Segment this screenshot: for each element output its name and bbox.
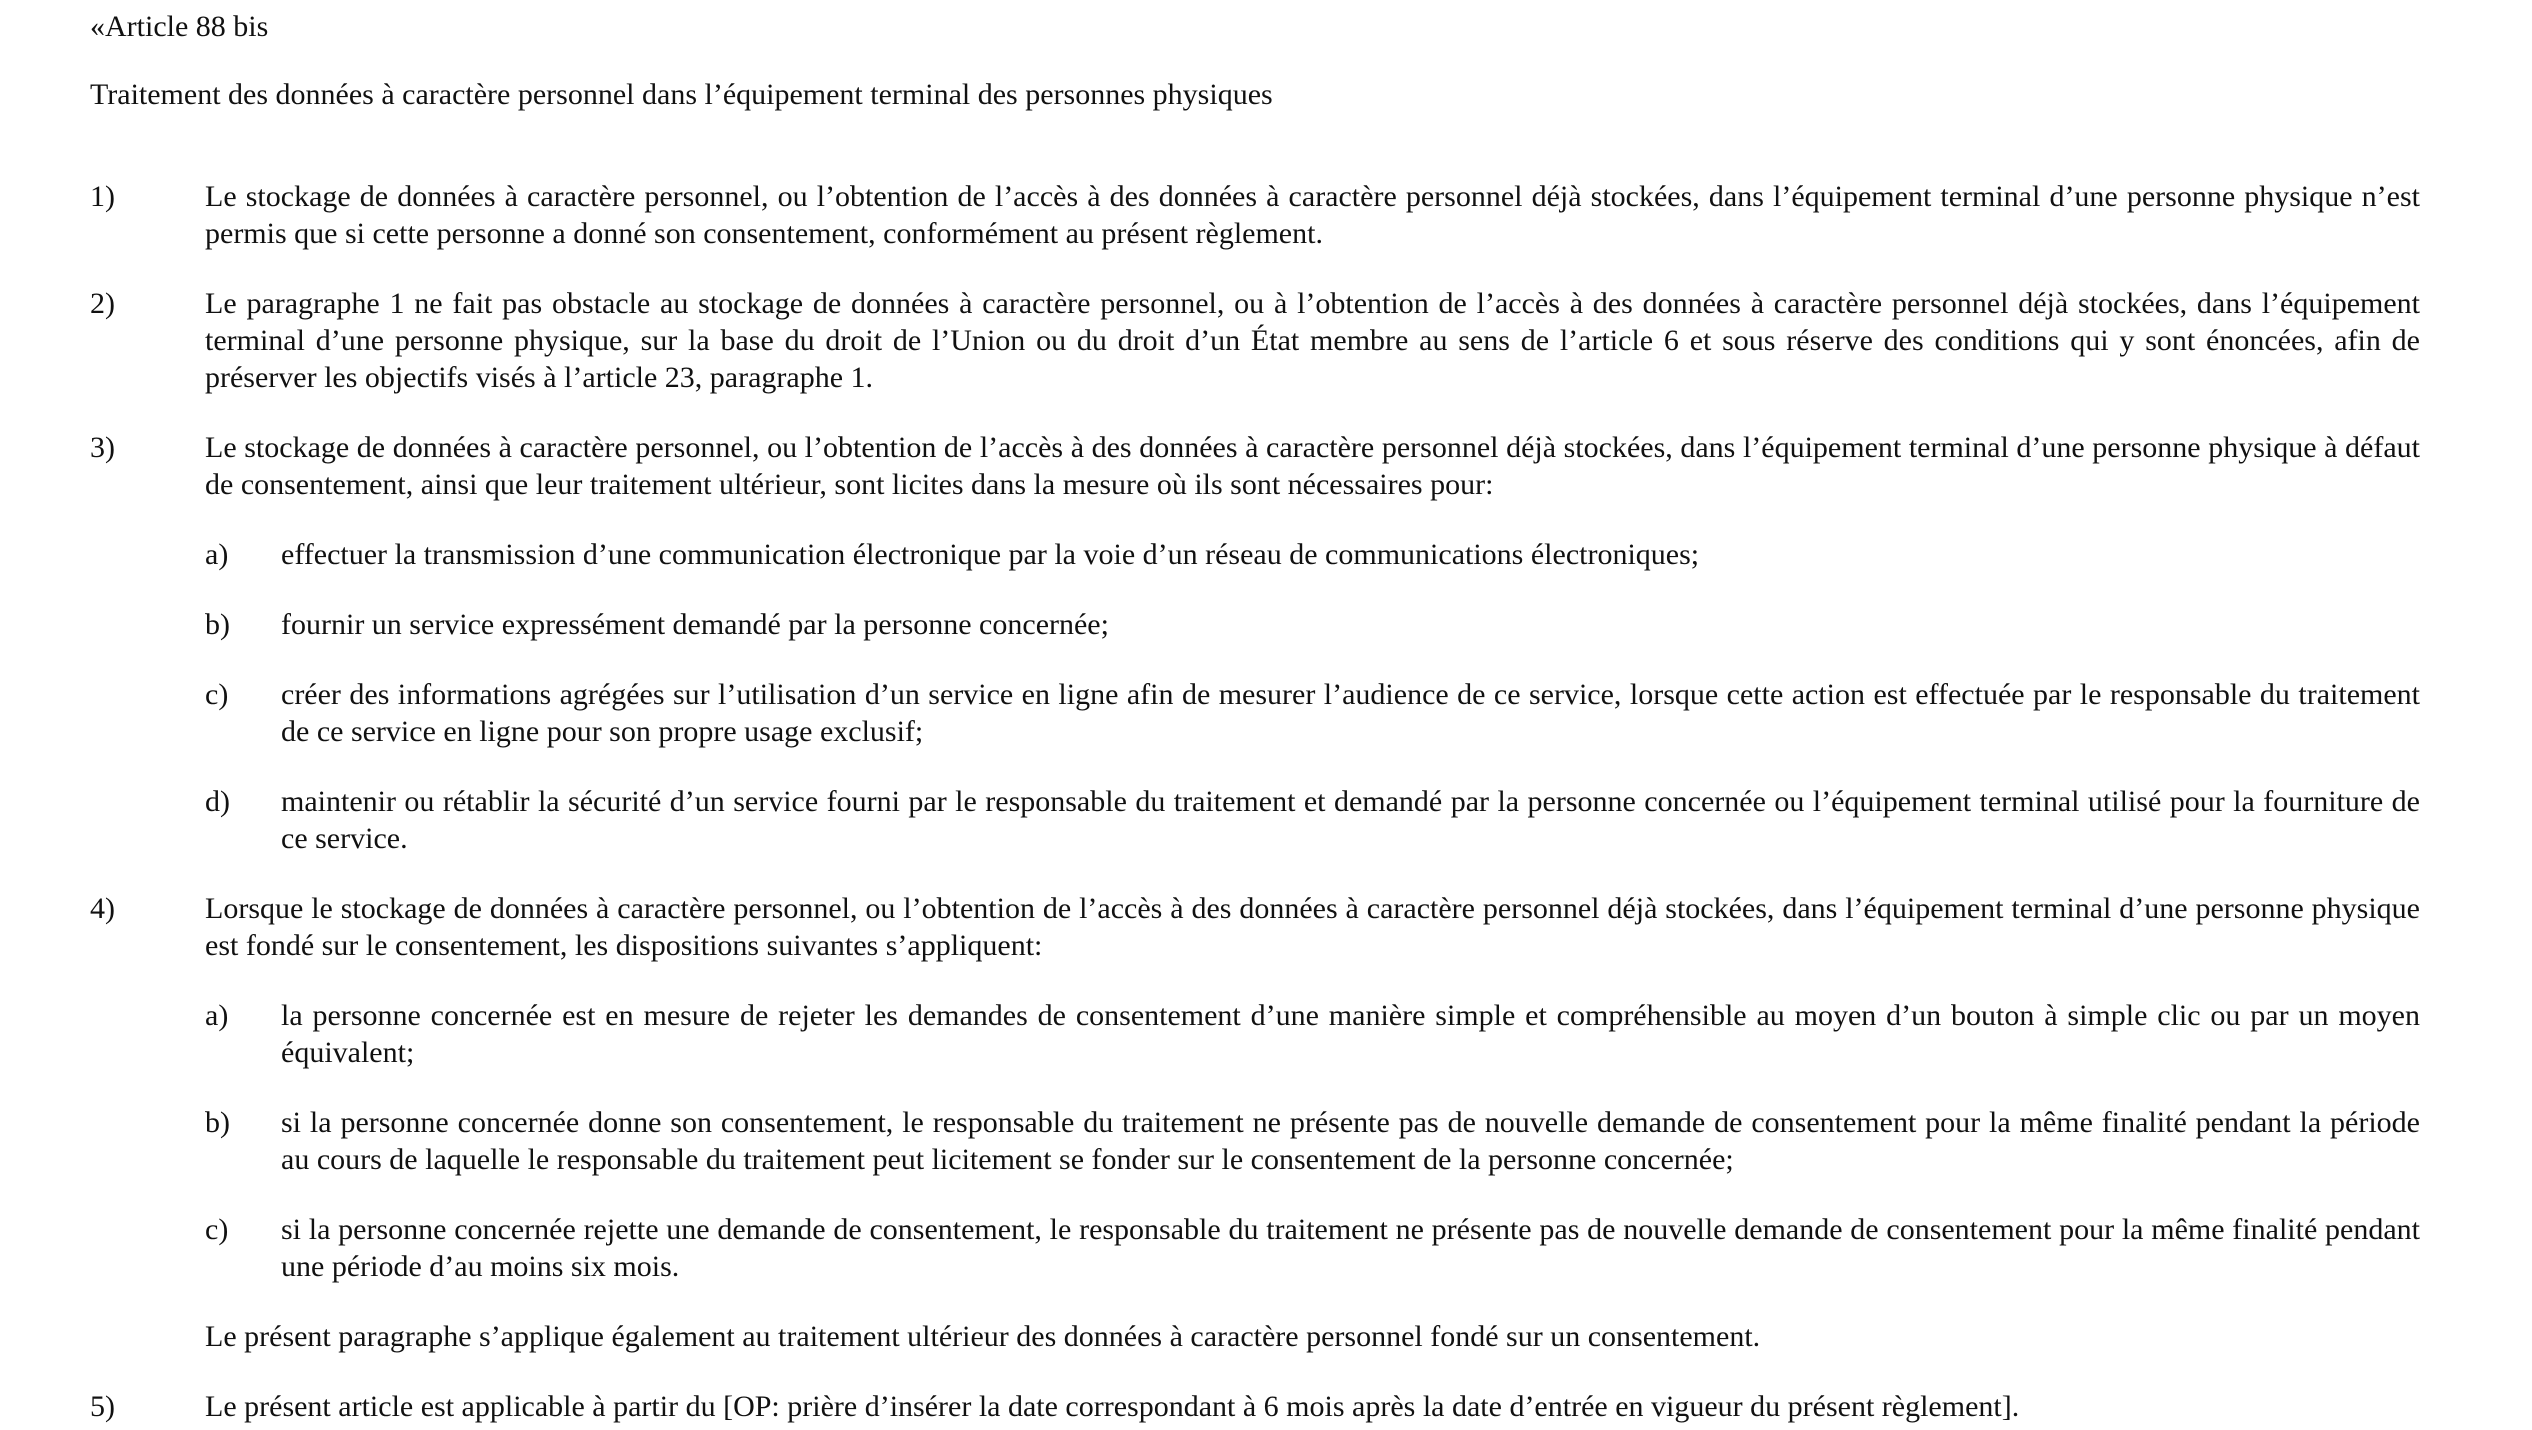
subparagraph-3d (205, 783, 2420, 857)
subparagraph-letter: a) (205, 538, 229, 571)
article-subtitle: Traitement des données à caractère personnel dans l’équipement terminal des personnes physiques (90, 78, 1273, 111)
article-title: «Article 88 bis (90, 10, 269, 43)
document-page (90, 8, 2420, 1425)
paragraph-1 (90, 178, 2420, 252)
subparagraph-text: effectuer la transmission d’une communication électronique par la voie d’un réseau de communications électroniques; (281, 538, 1700, 571)
subparagraph-4b (205, 1104, 2420, 1178)
paragraph-text: Le présent article est applicable à partir du [OP: prière d’insérer la date correspondant à 6 mois après la date d’entrée en vigueur du présent règlement]. (205, 1390, 2020, 1423)
paragraph-closing-text: Le présent paragraphe s’applique également au traitement ultérieur des données à caractère personnel fondé sur un consentement. (205, 1320, 1761, 1353)
subparagraph-letter: b) (205, 608, 230, 641)
paragraph-2 (90, 285, 2420, 396)
paragraph-list (90, 178, 2420, 1425)
subparagraph-list (205, 536, 2420, 857)
subparagraph-letter: b) (205, 1106, 230, 1139)
paragraph-text: Le stockage de données à caractère personnel, ou l’obtention de l’accès à des données à caractère personnel déjà stockées, dans l’équipement terminal d’une personne physique à défaut de consentement, ainsi que leur traitement ultérieur, sont licites dans la mesure où ils sont nécessaires pour: (205, 431, 2420, 501)
subparagraph-list (205, 997, 2420, 1285)
paragraph-number: 5) (90, 1390, 115, 1423)
subparagraph-text: fournir un service expressément demandé par la personne concernée; (281, 608, 1109, 641)
paragraph-3 (90, 429, 2420, 857)
subparagraph-text: maintenir ou rétablir la sécurité d’un service fourni par le responsable du traitement et demandé par la personne concernée ou l’équipement terminal utilisé pour la fourniture de ce service. (281, 785, 2420, 855)
subparagraph-letter: d) (205, 785, 230, 818)
paragraph-number: 4) (90, 892, 115, 925)
subparagraph-4c (205, 1211, 2420, 1285)
paragraph-text: Le stockage de données à caractère personnel, ou l’obtention de l’accès à des données à caractère personnel déjà stockées, dans l’équipement terminal d’une personne physique n’est permis que si cette personne a donné son consentement, conformément au présent règlement. (205, 180, 2420, 250)
paragraph-number: 3) (90, 431, 115, 464)
subparagraph-letter: c) (205, 1213, 229, 1246)
subparagraph-text: si la personne concernée donne son consentement, le responsable du traitement ne présente pas de nouvelle demande de consentement pour la même finalité pendant la période au cours de laquelle le responsable du traitement peut licitement se fonder sur le consentement de la personne concernée; (281, 1106, 2420, 1176)
paragraph-text: Lorsque le stockage de données à caractère personnel, ou l’obtention de l’accès à des données à caractère personnel déjà stockées, dans l’équipement terminal d’une personne physique est fondé sur le consentement, les dispositions suivantes s’appliquent: (205, 892, 2420, 962)
subparagraph-text: si la personne concernée rejette une demande de consentement, le responsable du traitement ne présente pas de nouvelle demande de consentement pour la même finalité pendant une période d’au moins six mois. (281, 1213, 2420, 1283)
subparagraph-3a (205, 536, 2420, 573)
paragraph-4 (90, 890, 2420, 1355)
paragraph-number: 2) (90, 287, 115, 320)
subparagraph-4a (205, 997, 2420, 1071)
subparagraph-3c (205, 676, 2420, 750)
subparagraph-letter: a) (205, 999, 229, 1032)
subparagraph-text: créer des informations agrégées sur l’utilisation d’un service en ligne afin de mesurer l’audience de ce service, lorsque cette action est effectuée par le responsable du traitement de ce service en ligne pour son propre usage exclusif; (281, 678, 2420, 748)
paragraph-text: Le paragraphe 1 ne fait pas obstacle au stockage de données à caractère personnel, ou à l’obtention de l’accès à des données à caractère personnel déjà stockées, dans l’équipement terminal d’une personne physique, sur la base du droit de l’Union ou du droit d’un État membre au sens de l’article 6 et sous réserve des conditions qui y sont énoncées, afin de préserver les objectifs visés à l’article 23, paragraphe 1. (205, 287, 2420, 394)
subparagraph-text: la personne concernée est en mesure de rejeter les demandes de consentement d’une manière simple et compréhensible au moyen d’un bouton à simple clic ou par un moyen équivalent; (281, 999, 2420, 1069)
subparagraph-3b (205, 606, 2420, 643)
subparagraph-letter: c) (205, 678, 229, 711)
paragraph-number: 1) (90, 180, 115, 213)
paragraph-5 (90, 1388, 2420, 1425)
